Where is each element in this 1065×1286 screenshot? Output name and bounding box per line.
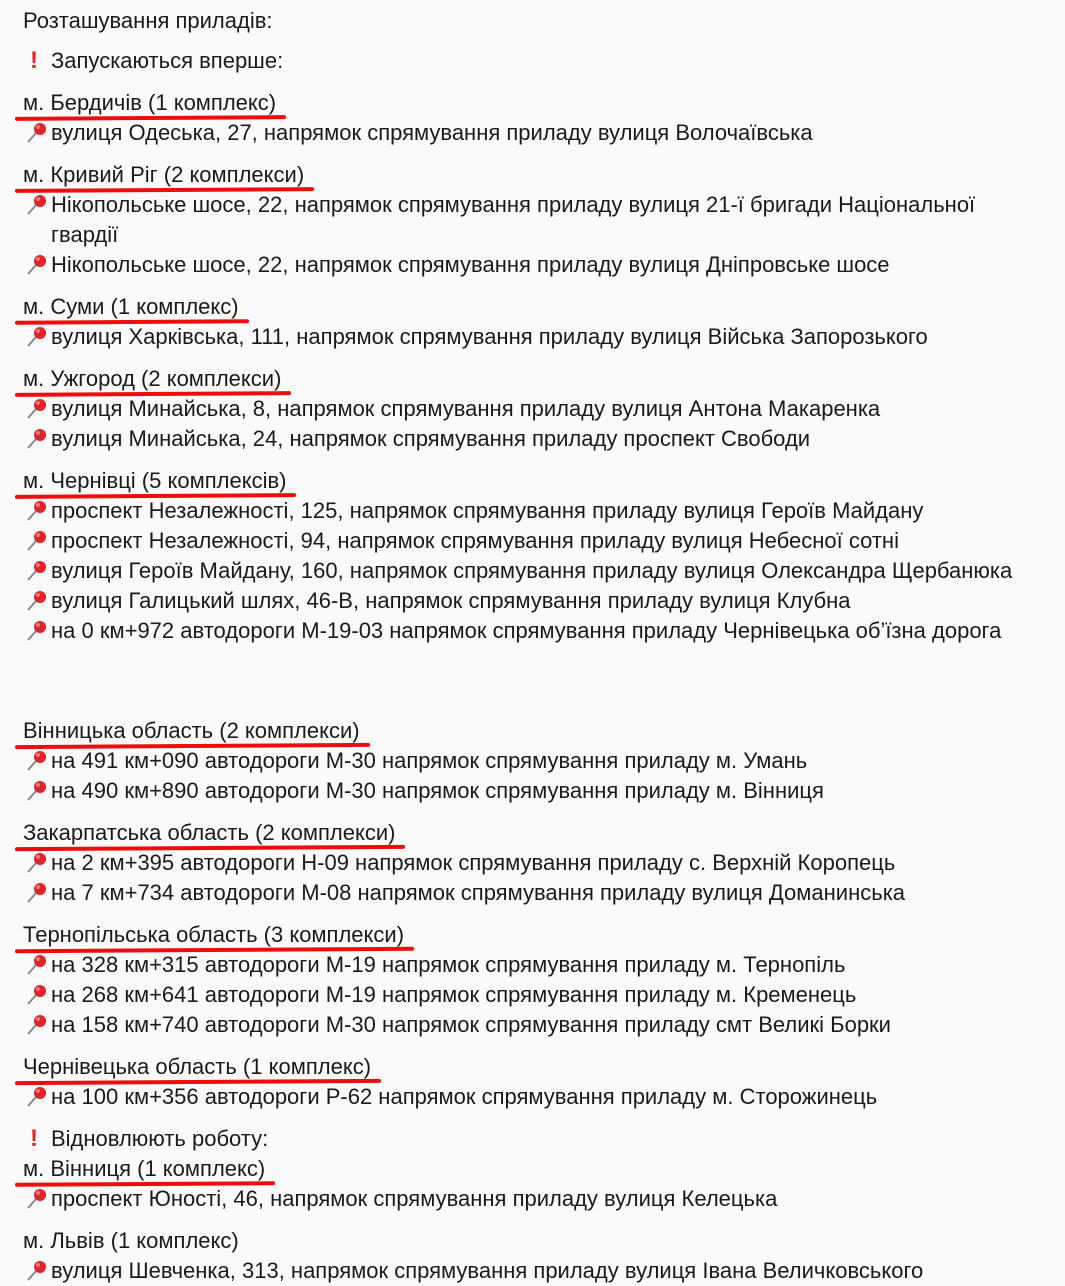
- group-heading: [23, 1156, 1048, 1184]
- group-heading-text: Вінницька область (2 комплекси): [23, 718, 360, 743]
- group-heading-text: м. Чернівці (5 комплексів): [23, 468, 287, 493]
- round-pushpin-icon: [25, 122, 49, 144]
- list-item: на 158 км+740 автодороги М-30 напрямок спрямування приладу смт Великі Борки: [23, 1010, 1048, 1040]
- device-list: [23, 746, 1048, 806]
- round-pushpin-icon: [25, 1260, 49, 1282]
- round-pushpin-icon: [25, 750, 49, 772]
- list-item: на 7 км+734 автодороги М-08 напрямок спрямування приладу вулиця Доманинська: [23, 878, 1048, 908]
- round-pushpin-icon: [25, 1014, 49, 1036]
- location-group-sumy: [23, 294, 1048, 352]
- round-pushpin-icon: [25, 254, 49, 276]
- list-item: Нікопольське шосе, 22, напрямок спрямування приладу вулиця 21-ї бригади Національної гвардії: [23, 190, 1048, 250]
- location-group-berdychiv: [23, 90, 1048, 148]
- section-new-label: Запускаються вперше:: [51, 48, 284, 73]
- round-pushpin-icon: [25, 428, 49, 450]
- round-pushpin-icon: [25, 398, 49, 420]
- device-list: [23, 118, 1048, 148]
- group-heading: [23, 294, 1048, 322]
- list-item: на 2 км+395 автодороги Н-09 напрямок спрямування приладу с. Верхній Коропець: [23, 848, 1048, 878]
- list-item: на 491 км+090 автодороги М-30 напрямок спрямування приладу м. Умань: [23, 746, 1048, 776]
- group-heading: [23, 1054, 1048, 1082]
- device-list: [23, 1256, 1048, 1286]
- round-pushpin-icon: [25, 560, 49, 582]
- device-list: [23, 190, 1048, 280]
- list-item: проспект Юності, 46, напрямок спрямування приладу вулиця Келецька: [23, 1184, 1048, 1214]
- round-pushpin-icon: [25, 1188, 49, 1210]
- list-item: проспект Незалежності, 94, напрямок спрямування приладу вулиця Небесної сотні: [23, 526, 1048, 556]
- list-item: Нікопольське шосе, 22, напрямок спрямування приладу вулиця Дніпровське шосе: [23, 250, 1048, 280]
- group-heading-text: Закарпатська область (2 комплекси): [23, 820, 396, 845]
- list-item: вулиця Харківська, 111, напрямок спрямування приладу вулиця Війська Запорозького: [23, 322, 1048, 352]
- device-list: [23, 848, 1048, 908]
- device-list: [23, 950, 1048, 1040]
- group-heading-text: м. Вінниця (1 комплекс): [23, 1156, 266, 1181]
- group-heading: [23, 162, 1048, 190]
- round-pushpin-icon: [25, 780, 49, 802]
- round-pushpin-icon: [25, 500, 49, 522]
- list-item: вулиця Галицький шлях, 46-В, напрямок спрямування приладу вулиця Клубна: [23, 586, 1048, 616]
- location-group-chernivtsi-oblast: [23, 1054, 1048, 1112]
- list-item: проспект Незалежності, 125, напрямок спрямування приладу вулиця Героїв Майдану: [23, 496, 1048, 526]
- group-heading: [23, 1228, 1048, 1256]
- location-group-lviv: [23, 1228, 1048, 1286]
- list-item: на 268 км+641 автодороги М-19 напрямок спрямування приладу м. Кременець: [23, 980, 1048, 1010]
- group-heading-text: м. Ужгород (2 комплекси): [23, 366, 282, 391]
- group-heading-text: Чернівецька область (1 комплекс): [23, 1054, 372, 1079]
- section-restore: [23, 1126, 268, 1152]
- device-list: [23, 1184, 1048, 1214]
- section-new: [23, 48, 283, 74]
- group-heading-text: м. Кривий Ріг (2 комплекси): [23, 162, 305, 187]
- group-heading: [23, 468, 1048, 496]
- device-list: [23, 394, 1048, 454]
- exclamation-icon: !: [30, 47, 38, 74]
- round-pushpin-icon: [25, 852, 49, 874]
- list-item: вулиця Минайська, 8, напрямок спрямування приладу вулиця Антона Макаренка: [23, 394, 1048, 424]
- list-item: вулиця Шевченка, 313, напрямок спрямування приладу вулиця Івана Величковського: [23, 1256, 1048, 1286]
- group-heading-text: м. Бердичів (1 комплекс): [23, 90, 277, 115]
- device-list: [23, 496, 1048, 646]
- group-heading: [23, 366, 1048, 394]
- location-group-vinnytsia: [23, 1156, 1048, 1214]
- group-heading-text: м. Суми (1 комплекс): [23, 294, 239, 319]
- location-group-kryvyi-rih: [23, 162, 1048, 280]
- location-group-chernivtsi: [23, 468, 1048, 646]
- round-pushpin-icon: [25, 620, 49, 642]
- page-title: Розташування приладів:: [23, 8, 273, 33]
- group-heading: [23, 90, 1048, 118]
- list-item: на 490 км+890 автодороги М-30 напрямок спрямування приладу м. Вінниця: [23, 776, 1048, 806]
- round-pushpin-icon: [25, 530, 49, 552]
- group-heading: [23, 922, 1048, 950]
- round-pushpin-icon: [25, 194, 49, 216]
- group-heading-text: Тернопільська область (3 комплекси): [23, 922, 405, 947]
- list-item: вулиця Героїв Майдану, 160, напрямок спрямування приладу вулиця Олександра Щербанюка: [23, 556, 1048, 586]
- group-heading: [23, 718, 1048, 746]
- round-pushpin-icon: [25, 590, 49, 612]
- list-item: вулиця Одеська, 27, напрямок спрямування приладу вулиця Волочаївська: [23, 118, 1048, 148]
- location-group-zakarpattia-oblast: [23, 820, 1048, 908]
- list-item: на 100 км+356 автодороги Р-62 напрямок спрямування приладу м. Сторожинець: [23, 1082, 1048, 1112]
- round-pushpin-icon: [25, 882, 49, 904]
- group-heading: [23, 820, 1048, 848]
- section-restore-label: Відновлюють роботу:: [51, 1126, 269, 1151]
- list-item: вулиця Минайська, 24, напрямок спрямування приладу проспект Свободи: [23, 424, 1048, 454]
- exclamation-icon: !: [30, 1125, 38, 1152]
- round-pushpin-icon: [25, 326, 49, 348]
- location-group-ternopil-oblast: [23, 922, 1048, 1040]
- round-pushpin-icon: [25, 954, 49, 976]
- round-pushpin-icon: [25, 1086, 49, 1108]
- location-group-vinnytsia-oblast: [23, 718, 1048, 806]
- device-list: [23, 1082, 1048, 1112]
- group-heading-text: м. Львів (1 комплекс): [23, 1228, 239, 1253]
- location-group-uzhhorod: [23, 366, 1048, 454]
- list-item: на 0 км+972 автодороги М-19-03 напрямок спрямування приладу Чернівецька об’їзна дорога: [23, 616, 1048, 646]
- device-list: [23, 322, 1048, 352]
- list-item: на 328 км+315 автодороги М-19 напрямок спрямування приладу м. Тернопіль: [23, 950, 1048, 980]
- round-pushpin-icon: [25, 984, 49, 1006]
